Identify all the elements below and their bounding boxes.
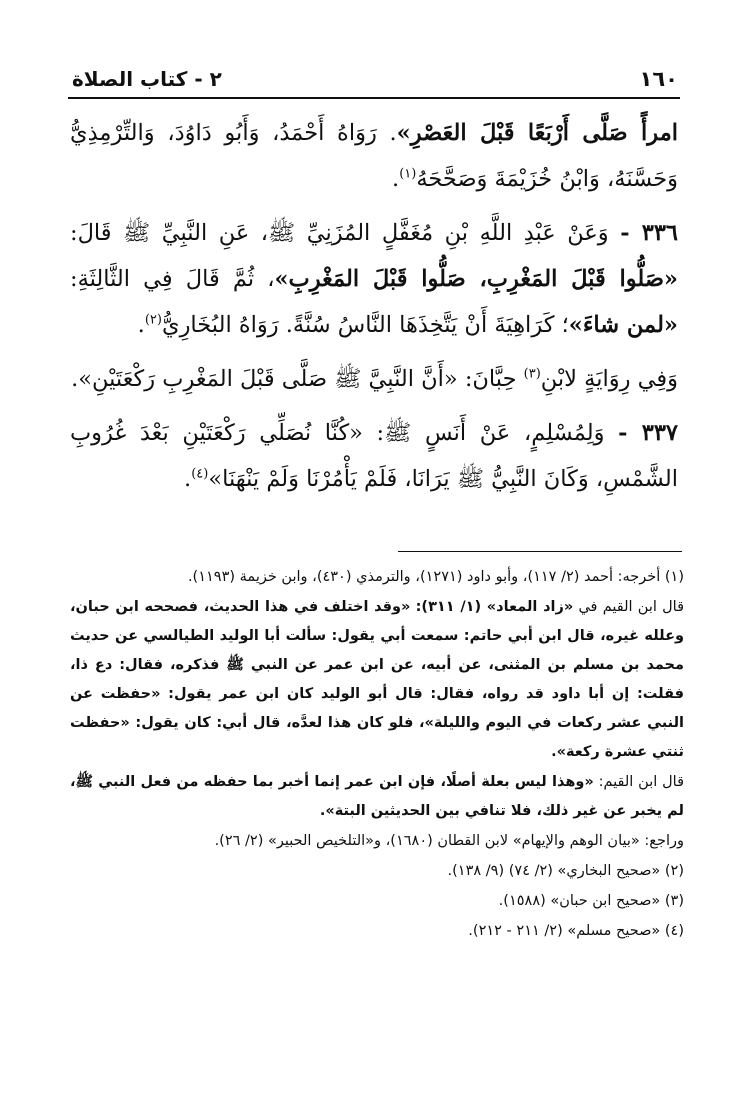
footnote-ref: (٢) — [144, 312, 162, 328]
chapter-title: ٢ - كتاب الصلاة — [72, 67, 222, 91]
footnote-1-quote — [70, 593, 684, 767]
hadith-number: ٣٣٦ - — [620, 220, 679, 246]
hadith-quote: «صَلُّوا قَبْلَ المَغْرِبِ، صَلُّوا قَبْلَ المَغْرِبِ» — [274, 266, 678, 292]
narration-text: حِبَّانَ: «أَنَّ النَّبِيَّ ﷺ صَلَّى قَبْلَ المَغْرِبِ رَكْعَتَيْنِ». — [71, 366, 517, 392]
hadith-337 — [70, 410, 678, 502]
quote-intro: قال ابن القيم في — [578, 599, 685, 615]
running-header — [72, 62, 678, 96]
footnote-2: (٢) «صحيح البخاري» (٢/ ٧٤) (٩/ ١٣٨). — [447, 863, 684, 879]
narration-text: وَلِمُسْلِمٍ، عَنْ أَنَسٍ ﷺ: «كُنَّا نُصَلِّي رَكْعَتَيْنِ بَعْدَ غُرُوبِ الشَّمْسِ، وَكَانَ النَّبِيُّ ﷺ يَرَانَا، فَلَمْ يَأْمُرْنَا وَلَمْ يَنْهَنَا» — [70, 420, 678, 492]
narration-text: . رَوَاهُ أَحْمَدُ، وَأَبُو دَاوُدَ، وَالتِّرْمِذِيُّ وَحَسَّنَهُ، وَابْنُ خُزَيْمَةَ وَصَحَّحَهُ — [70, 120, 678, 192]
header-rule — [68, 97, 680, 99]
page-number: ١٦٠ — [639, 67, 678, 91]
punctuation: . — [137, 312, 145, 338]
quote-text: «وقد اختلف في هذا الحديث، فصححه ابن حبان، وعلله غيره، قال ابن أبي حاتم: سمعت أبي يقول: سألت أبا الوليد الطيالسي عن حديث محمد بن مسلم بن المثنى، عن أبيه، عن ابن عمر عن النبي ﷺ فذكره، فقال: دع ذا، فقلت: إن أبا داود قد رواه، فقال: قال أبو الوليد كان ابن عمر يقول: «حفظت عن النبي عشر ركعات في اليوم والليلة»، فلو كان هذا لعدَّه، قال أبي: كان يقول: «حفظت ثنتي عشرة ركعة». — [70, 599, 684, 760]
footnote-1-quote-2 — [70, 768, 684, 826]
footnote-1-see-also: وراجع: «بيان الوهم والإيهام» لابن القطان (١٦٨٠)، و«التلخيص الحبير» (٢/ ٢٦). — [214, 833, 684, 849]
paragraph-3 — [70, 356, 678, 402]
quote-intro: قال ابن القيم: — [598, 774, 685, 790]
footnote-3: (٣) «صحيح ابن حبان» (١٥٨٨). — [498, 893, 684, 909]
footnote-ref: (٤) — [191, 466, 209, 482]
footnote-separator — [398, 551, 682, 552]
punctuation: . — [392, 166, 400, 192]
footnote-1: (١) أخرجه: أحمد (٢/ ١١٧)، وأبو داود (١٢٧١)، والترمذي (٤٣٠)، وابن خزيمة (١١٩٣). — [187, 569, 684, 585]
punctuation: . — [184, 466, 192, 492]
footnotes — [70, 563, 684, 947]
hadith-quote: امرأً صَلَّى أَرْبَعًا قَبْلَ العَصْرِ» — [396, 120, 678, 146]
quote-text: «وهذا ليس بعلة أصلًا، فإن ابن عمر إنما أخبر بما حفظه من فعل النبي ﷺ، لم يخبر عن غير ذلك، فلا تنافي بين الحديثين البتة». — [70, 774, 684, 819]
footnote-4: (٤) «صحيح مسلم» (٢/ ٢١١ - ٢١٢). — [468, 923, 684, 939]
paragraph-1 — [70, 110, 678, 202]
footnote-ref: (١) — [399, 166, 417, 182]
narration-text: ، ثُمَّ قَالَ فِي الثَّالِثَةِ: — [70, 266, 275, 292]
hadith-number: ٣٣٧ - — [618, 420, 679, 446]
main-text — [70, 110, 678, 510]
narration-text: وَعَنْ عَبْدِ اللَّهِ بْنِ مُغَفَّلٍ المُزَنِيِّ ﷺ، عَنِ النَّبِيِّ ﷺ قَالَ: — [70, 220, 609, 246]
footnote-ref: (٣) — [523, 366, 541, 382]
hadith-336 — [70, 210, 678, 348]
narration-text: ؛ كَرَاهِيَةَ أَنْ يَتَّخِذَهَا النَّاسُ سُنَّةً. رَوَاهُ البُخَارِيُّ — [161, 312, 569, 338]
hadith-quote: «لمن شاءَ» — [568, 312, 678, 338]
source-title: «زاد المعاد» (١/ ٣١١): — [415, 599, 574, 615]
narration-text: وَفِي رِوَايَةٍ لابْنِ — [540, 366, 678, 392]
